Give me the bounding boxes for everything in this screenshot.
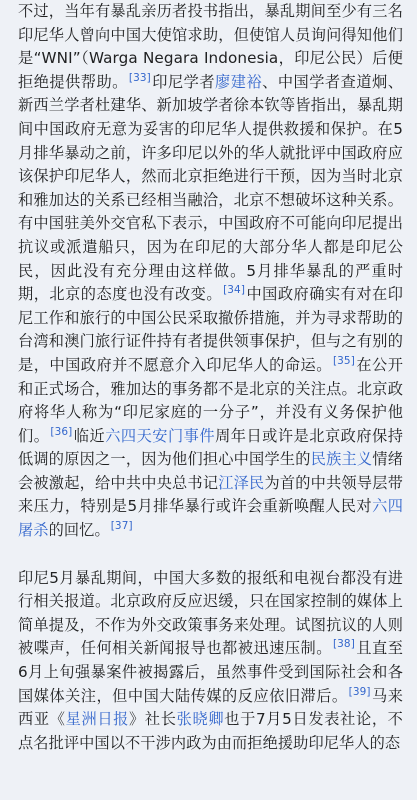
paragraph-text: 周年日或许是北京政府保持低调的原因之一，因为他们担心中国学生的 — [18, 426, 404, 469]
paragraph-text: 、中国学者查道炯、新西兰学者杜建华、新加坡学者徐本钦等皆指出，暴乱期间中国政府无意为妥害的印尼华人提供救援和保护。在5月排华暴动之前，许多印尼以外的华人就批评中国政府应该保护印尼华人，然而北京拒绝进行干预，因为当时北京和雅加达的关系已经相当融洽，北京不想破坏这种关系。有中国驻美外交官私下表示，中国政府不可能向印尼提出抗议或派遣船只，因为在印尼的大部分华人都是印尼公民，因此没有充分理由这样做。5月排华暴乱的严重时期，北京的态度也没有改变。 — [18, 72, 403, 304]
article-link[interactable]: 廖建裕 — [215, 72, 263, 91]
paragraph-text: 也于7月5日发表社论，不点名批评中国以不干涉内政为由而拒绝援助印尼华人的态 — [18, 710, 403, 752]
reference-link[interactable]: [35] — [332, 354, 355, 367]
paragraph-text: 在公开和正式场合，雅加达的事务都不是北京的关注点。北京政府将华人称为“印尼家庭的一分子”，并没有义务保护他们。 — [18, 355, 403, 445]
paragraph-text: 》社长 — [129, 710, 177, 729]
paragraph-text: 情绪会被激起，给中共中央总书记 — [18, 450, 404, 492]
article-link[interactable]: 星洲日报 — [65, 710, 130, 729]
article-link[interactable]: 民族主义 — [310, 450, 373, 469]
paragraph-text: 印尼5月暴乱期间，中国大多数的报纸和电视台都没有进行相关报道。北京政府反应迟缓，只在国家控制的媒体上简单提及，不作为外交政策事务来处理。试图抗议的人则被喋声，任何相关新闻报导也都被迅速压制。 — [18, 568, 403, 658]
reference-link[interactable]: [33] — [128, 71, 151, 84]
paragraph-1 — [18, 0, 403, 543]
paragraph-text: 不过，当年有暴乱亲历者投书指出，暴乱期间至少有三名印尼华人曾向中国大使馆求助，但使馆人员询问得知他们是“WNI”（Warga Negara Indonesia，印尼公民）后便拒绝提供帮助。 — [18, 2, 403, 91]
paragraph-text: 中国政府确实有对在印尼工作和旅行的中国公民采取撤侨措施，并为寻求帮助的台湾和澳门旅行证件持有者提供领事保护，但与之有别的是，中国政府并不愿意介入印尼华人的命运。 — [18, 285, 403, 374]
article-link[interactable]: 张晓卿 — [176, 710, 225, 729]
paragraph-text: 的回忆。 — [48, 521, 110, 540]
reference-link[interactable]: [39] — [348, 685, 371, 698]
article-link[interactable]: 六四天安门事件 — [105, 426, 216, 445]
reference-link[interactable]: [38] — [332, 638, 355, 651]
paragraph-text: 临近 — [73, 426, 106, 445]
article-link[interactable]: 江泽民 — [218, 473, 265, 492]
article-link[interactable]: 六四屠杀 — [18, 497, 404, 540]
reference-link[interactable]: [36] — [50, 425, 73, 438]
paragraph-text: 为首的中共领导层带来压力，特别是5月排华暴行或许会重新唤醒人民对 — [18, 473, 403, 516]
paragraph-text: 马来西亚《 — [18, 686, 404, 729]
paragraph-text: 且直至6月上旬强暴案件被揭露后，虽然事件受到国际社会和各国媒体关注，但中国大陆传媒的反应依旧滞后。 — [18, 639, 403, 705]
reference-link[interactable]: [34] — [223, 284, 246, 297]
paragraph-2 — [18, 567, 403, 756]
reference-link[interactable]: [37] — [110, 520, 133, 532]
paragraph-text: 印尼学者 — [151, 72, 216, 91]
